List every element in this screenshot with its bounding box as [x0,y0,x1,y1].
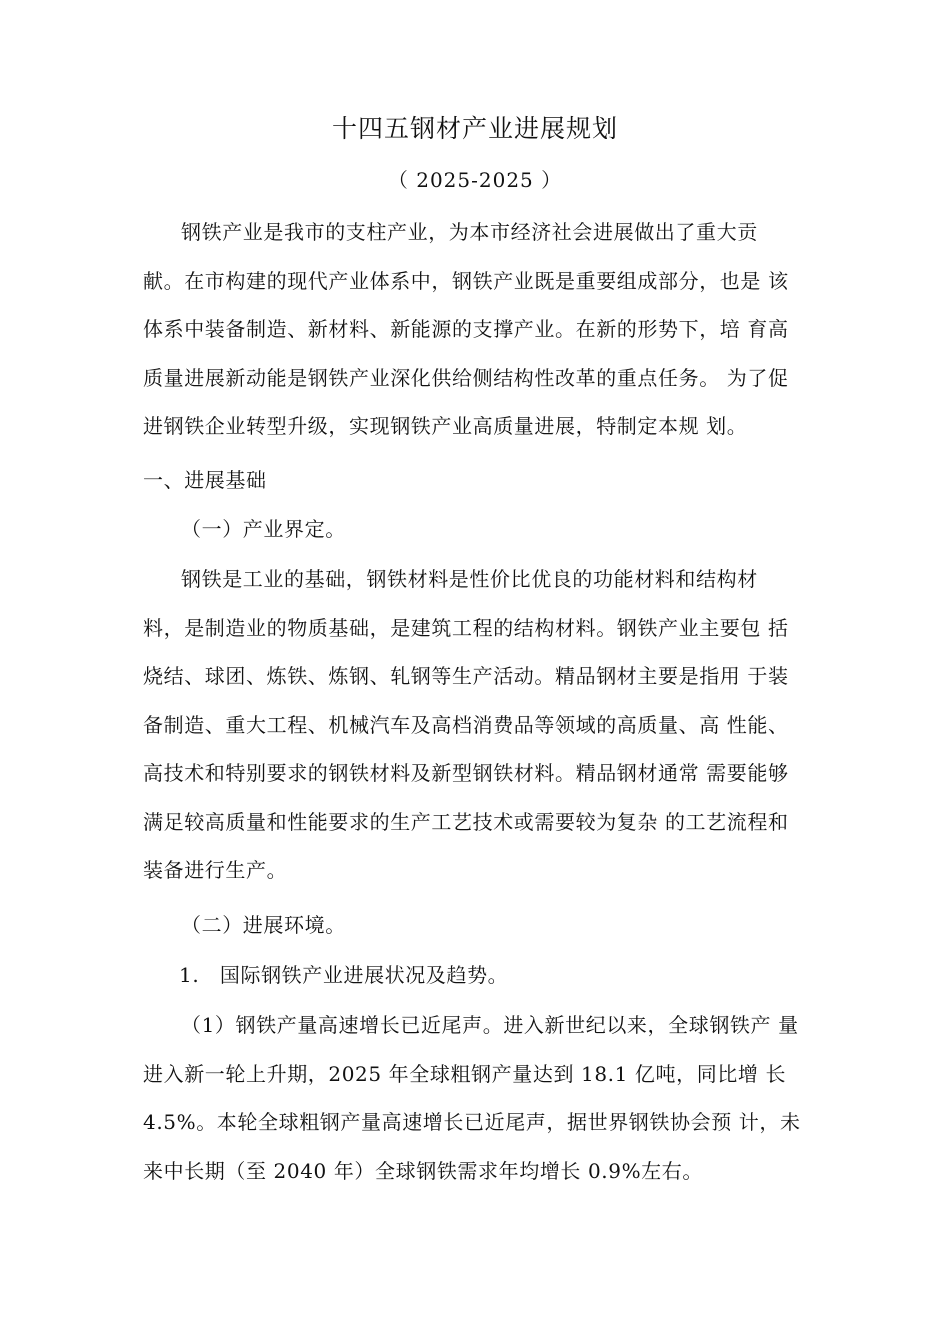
paragraph-line: 来中长期（至 2040 年）全球钢铁需求年均增长 0.9%左右。 [143,1158,703,1183]
item-heading [143,951,823,1000]
paragraph-line: 装备进行生产。 [143,858,288,882]
paragraph-line: （1）钢铁产量高速增长已近尾声。进入新世纪以来，全球钢铁产 量 [181,1013,799,1037]
subsection-heading-text: （二）进展环境。 [181,913,346,937]
paragraph-line: 钢铁是工业的基础，钢铁材料是性价比优良的功能材料和结构材 [181,567,758,591]
paragraph-line: 烧结、球团、炼铁、炼钢、轧钢等生产活动。精品钢材主要是指用 于装 [143,664,789,688]
paragraph-line: 质量进展新动能是钢铁产业深化供给侧结构性改革的重点任务。 为了促 [143,365,789,390]
document-title: 十四五钢材产业进展规划 [331,114,618,143]
paragraph-line: 料，是制造业的物质基础，是建筑工程的结构材料。钢铁产业主要包 括 [143,615,789,640]
paragraph-line: 备制造、重大工程、机械汽车及高档消费品等领域的高质量、高 性能、 [143,712,789,737]
paragraph-line: 高技术和特别要求的钢铁材料及新型钢铁材料。精品钢材通常 需要能够 [143,761,789,785]
subsection-heading [143,505,823,554]
section-heading [143,456,823,505]
subsection-heading-text: （一）产业界定。 [181,517,346,541]
paragraph-line: 体系中装备制造、新材料、新能源的支撑产业。在新的形势下，培 育高 [143,317,789,341]
definition-paragraph [143,555,823,895]
trend-paragraph [143,1001,823,1195]
paragraph-line: 4.5%。本轮全球粗钢产量高速增长已近尾声，据世界钢铁协会预 计，未 [143,1110,801,1134]
paragraph-line: 献。在市构建的现代产业体系中，钢铁产业既是重要组成部分，也是 该 [143,268,789,293]
paragraph-line: 钢铁产业是我市的支柱产业，为本市经济社会进展做出了重大贡 [181,220,758,244]
subsection-heading [143,901,823,950]
paragraph-line: 进钢铁企业转型升级，实现钢铁产业高质量进展，特制定本规 划。 [143,414,748,438]
section-heading-text: 一、进展基础 [143,468,267,492]
document-subtitle: （ 2025-2025 ） [387,168,563,192]
paragraph-line: 进入新一轮上升期，2025 年全球粗钢产量达到 18.1 亿吨，同比增 长 [143,1061,787,1086]
item-heading-text: 1. 国际钢铁产业进展状况及趋势。 [179,963,509,987]
intro-paragraph [143,208,823,451]
paragraph-line: 满足较高质量和性能要求的生产工艺技术或需要较为复杂 的工艺流程和 [143,809,789,834]
